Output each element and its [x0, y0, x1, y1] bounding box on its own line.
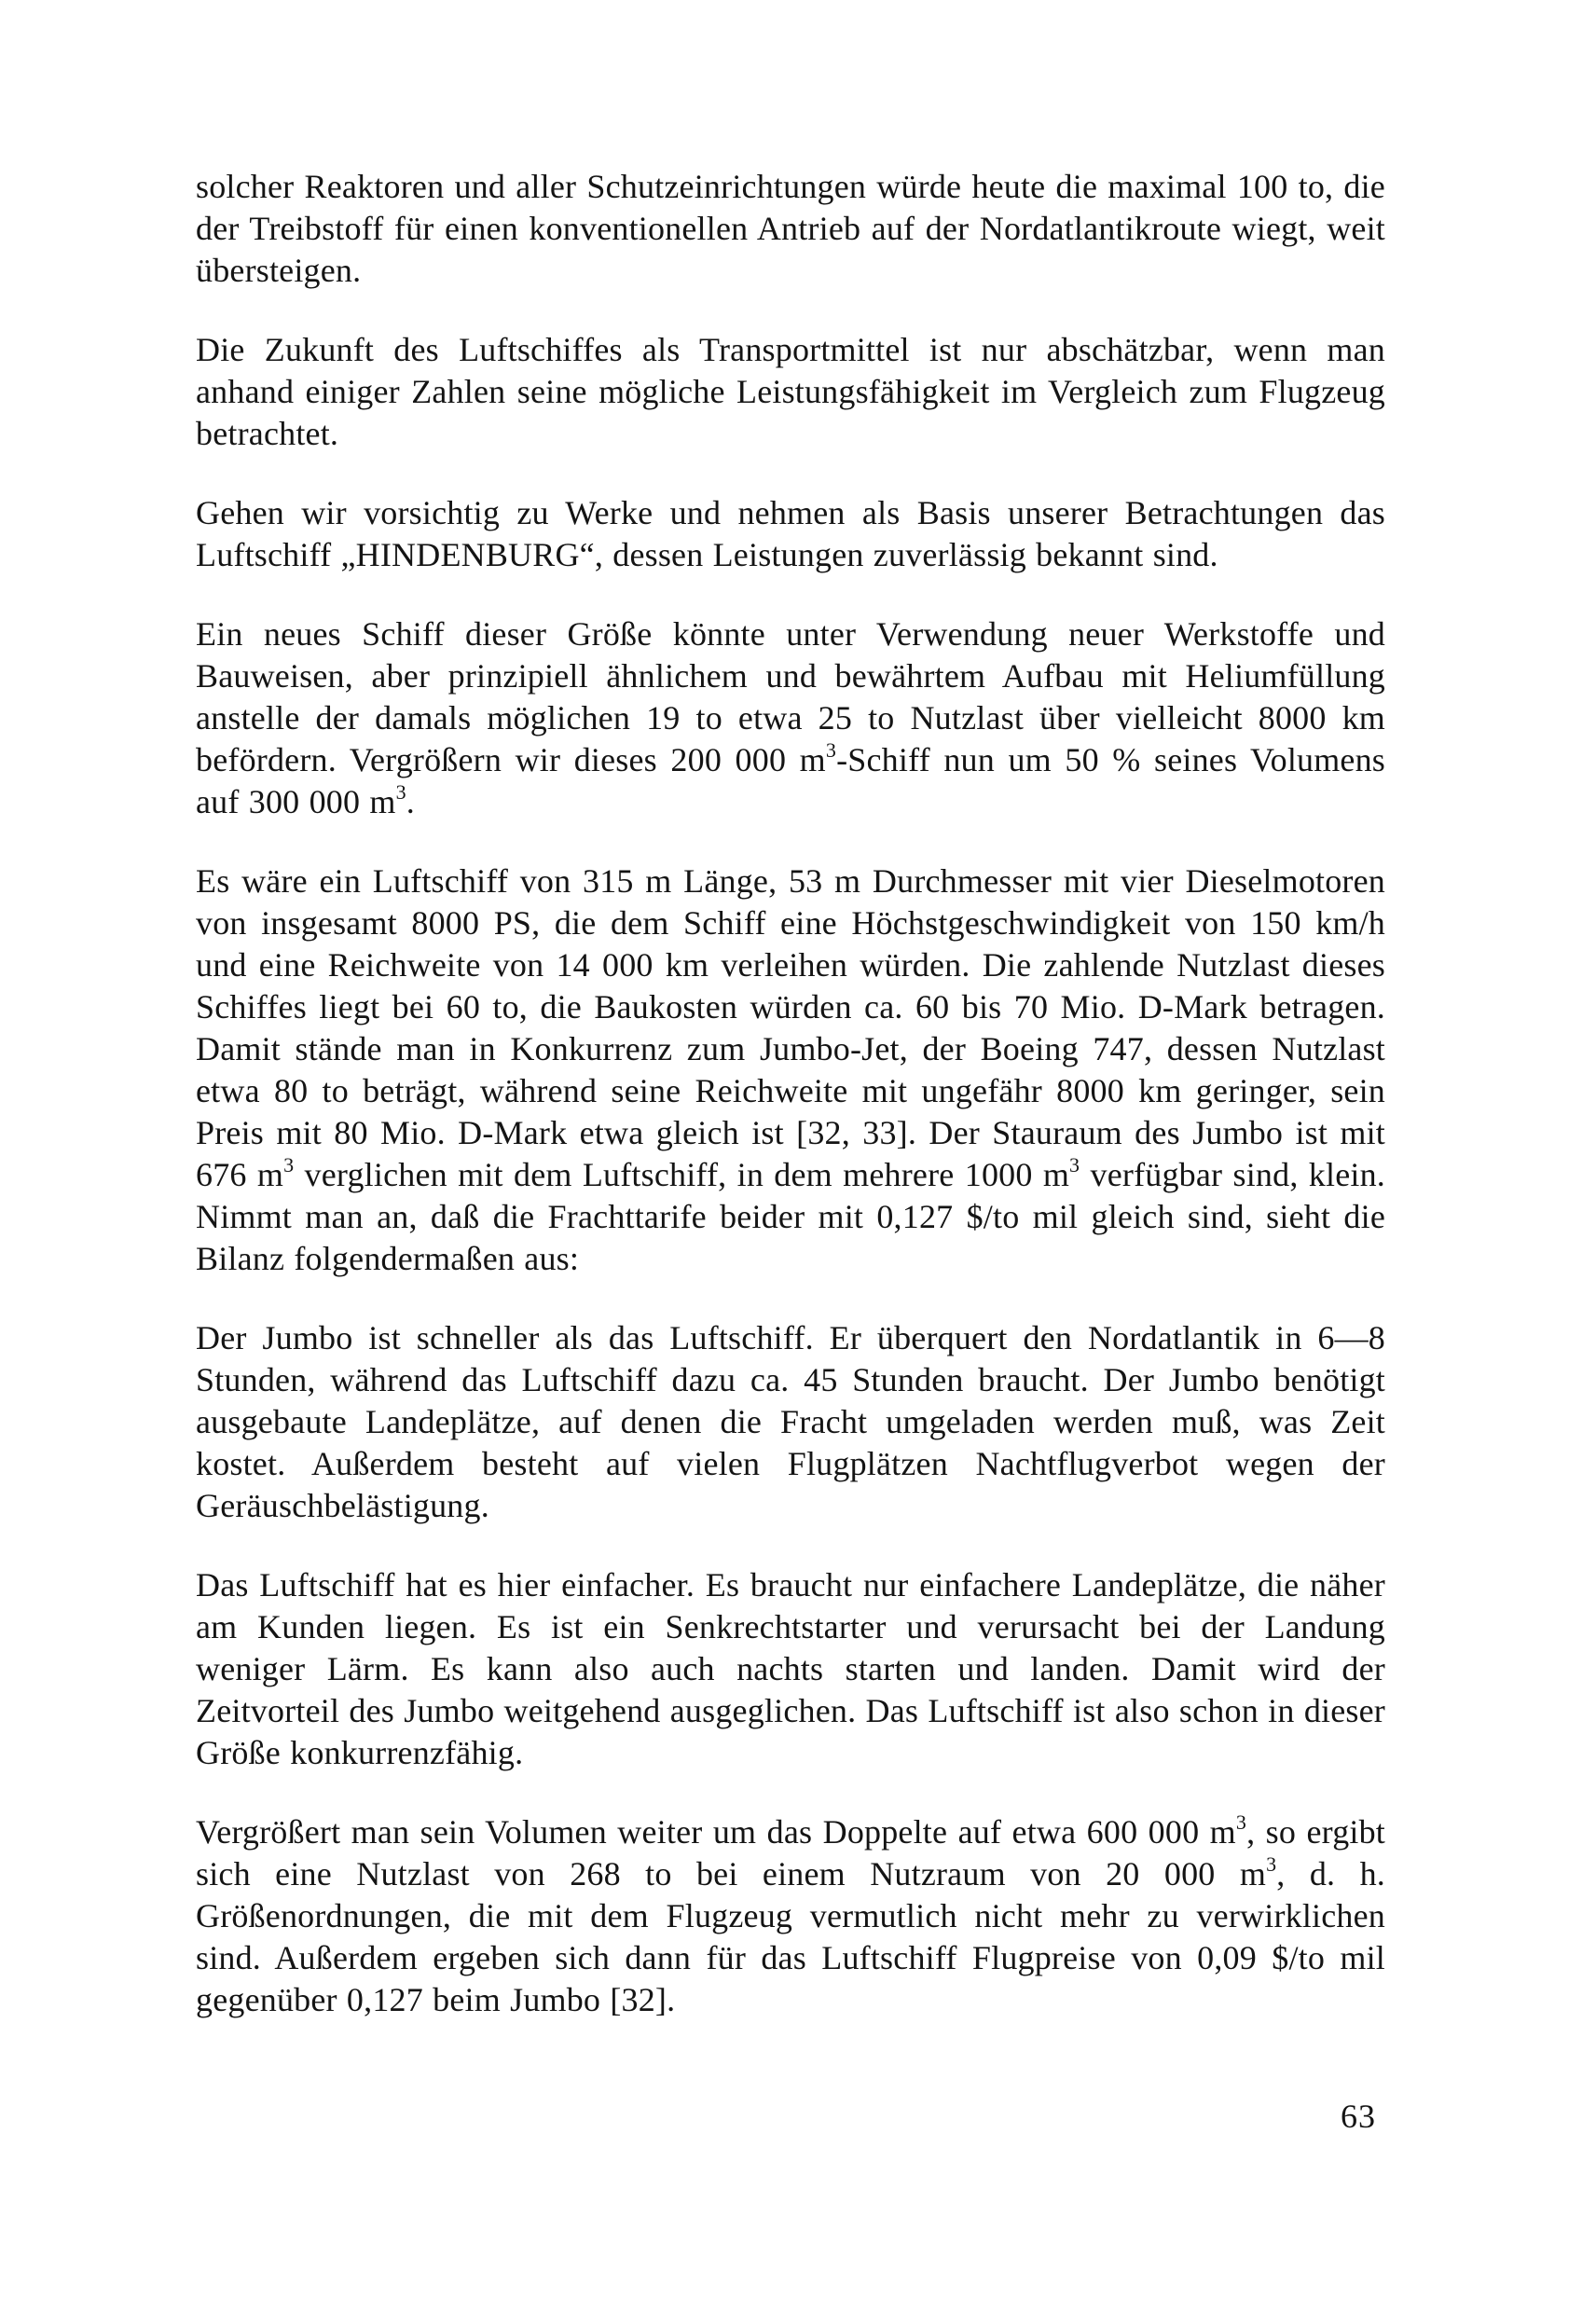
text-run: , so ergibt sich eine Nutzlast von 268 to bei einem Nutzraum von 20 000 m [196, 1813, 1385, 1892]
superscript: 3 [1069, 1153, 1080, 1177]
paragraph [196, 1317, 1385, 1527]
text-run: Die Zukunft des Luftschiffes als Transportmittel ist nur abschätzbar, wenn man anhand einiger Zahlen seine mögliche Leistungsfähigkeit im Vergleich zum Flugzeug betrachtet. [196, 331, 1385, 452]
paragraph [196, 860, 1385, 1280]
paragraph [196, 492, 1385, 576]
superscript: 3 [1266, 1852, 1277, 1876]
text-run: Ein neues Schiff dieser Größe könnte unter Verwendung neuer Werkstoffe und Bauweisen, aber prinzipiell ähnlichem und bewährtem Aufbau mit Heliumfüllung anstelle der damals möglichen 19 to etwa 25 to Nutzlast über vielleicht 8000 km befördern. Vergrößern wir dieses 200 000 m [196, 615, 1385, 778]
text-run: Der Jumbo ist schneller als das Luftschiff. Er überquert den Nordatlantik in 6—8 Stunden, während das Luftschiff dazu ca. 45 Stunden braucht. Der Jumbo benötigt ausgebaute Landeplätze, auf denen die Fracht umgeladen werden muß, was Zeit kostet. Außerdem besteht auf vielen Flugplätzen Nachtflugverbot wegen der Geräuschbelästigung. [196, 1319, 1385, 1524]
paragraph [196, 1811, 1385, 2021]
text-run: verfügbar sind, klein. Nimmt man an, daß die Frachttarife beider mit 0,127 $/to mil gleich sind, sieht die Bilanz folgendermaßen aus: [196, 1156, 1385, 1277]
text-run: solcher Reaktoren und aller Schutzeinrichtungen würde heute die maximal 100 to, die der Treibstoff für einen konventionellen Antrieb auf der Nordatlantikroute wiegt, weit übersteigen. [196, 168, 1385, 289]
superscript: 3 [1235, 1810, 1247, 1834]
text-run: -Schiff nun um 50 % seines Volumens auf 300 000 m [196, 741, 1386, 820]
text-run: Es wäre ein Luftschiff von 315 m Länge, 53 m Durchmesser mit vier Dieselmotoren von insgesamt 8000 PS, die dem Schiff eine Höchstgeschwindigkeit von 150 km/h und eine Reichweite von 14 000 km verleihen würden. Die zahlende Nutzlast dieses Schiffes liegt bei 60 to, die Baukosten würden ca. 60 bis 70 Mio. D-Mark betragen. Damit stände man in Konkurrenz zum Jumbo-Jet, der Boeing 747, dessen Nutzlast etwa 80 to beträgt, während seine Reichweite mit ungefähr 8000 km geringer, sein Preis mit 80 Mio. D-Mark etwa gleich ist [32, 33]. Der Stauraum des Jumbo ist mit 676 m [196, 862, 1385, 1193]
text-run: , d. h. Größenordnungen, die mit dem Flugzeug vermutlich nicht mehr zu verwirklichen sind. Außerdem ergeben sich dann für das Luftschiff Flugpreise von 0,09 $/to mil gegenüber 0,127 beim Jumbo [32]. [196, 1855, 1386, 2018]
text-run: Vergrößert man sein Volumen weiter um das Doppelte auf etwa 600 000 m [196, 1813, 1236, 1851]
paragraph [196, 1564, 1385, 1774]
page-number: 63 [1341, 2098, 1376, 2135]
text-run: Gehen wir vorsichtig zu Werke und nehmen als Basis unserer Betrachtungen das Luftschiff „HINDENBURG“, dessen Leistungen zuverlässig bekannt sind. [196, 494, 1385, 573]
text-run: . [406, 783, 415, 820]
superscript: 3 [825, 738, 837, 762]
paragraph [196, 613, 1385, 823]
paragraph [196, 329, 1385, 455]
superscript: 3 [395, 780, 406, 804]
text-run: Das Luftschiff hat es hier einfacher. Es braucht nur einfachere Landeplätze, die näher am Kunden liegen. Es ist ein Senkrechtstarter und verursacht bei der Landung weniger Lärm. Es kann also auch nachts starten und landen. Damit wird der Zeitvorteil des Jumbo weitgehend ausgeglichen. Das Luftschiff ist also schon in dieser Größe konkurrenzfähig. [196, 1566, 1385, 1771]
text-run: verglichen mit dem Luftschiff, in dem mehrere 1000 m [294, 1156, 1070, 1193]
body-text [196, 166, 1385, 2021]
superscript: 3 [283, 1153, 295, 1177]
document-page [196, 166, 1385, 2058]
paragraph [196, 166, 1385, 292]
